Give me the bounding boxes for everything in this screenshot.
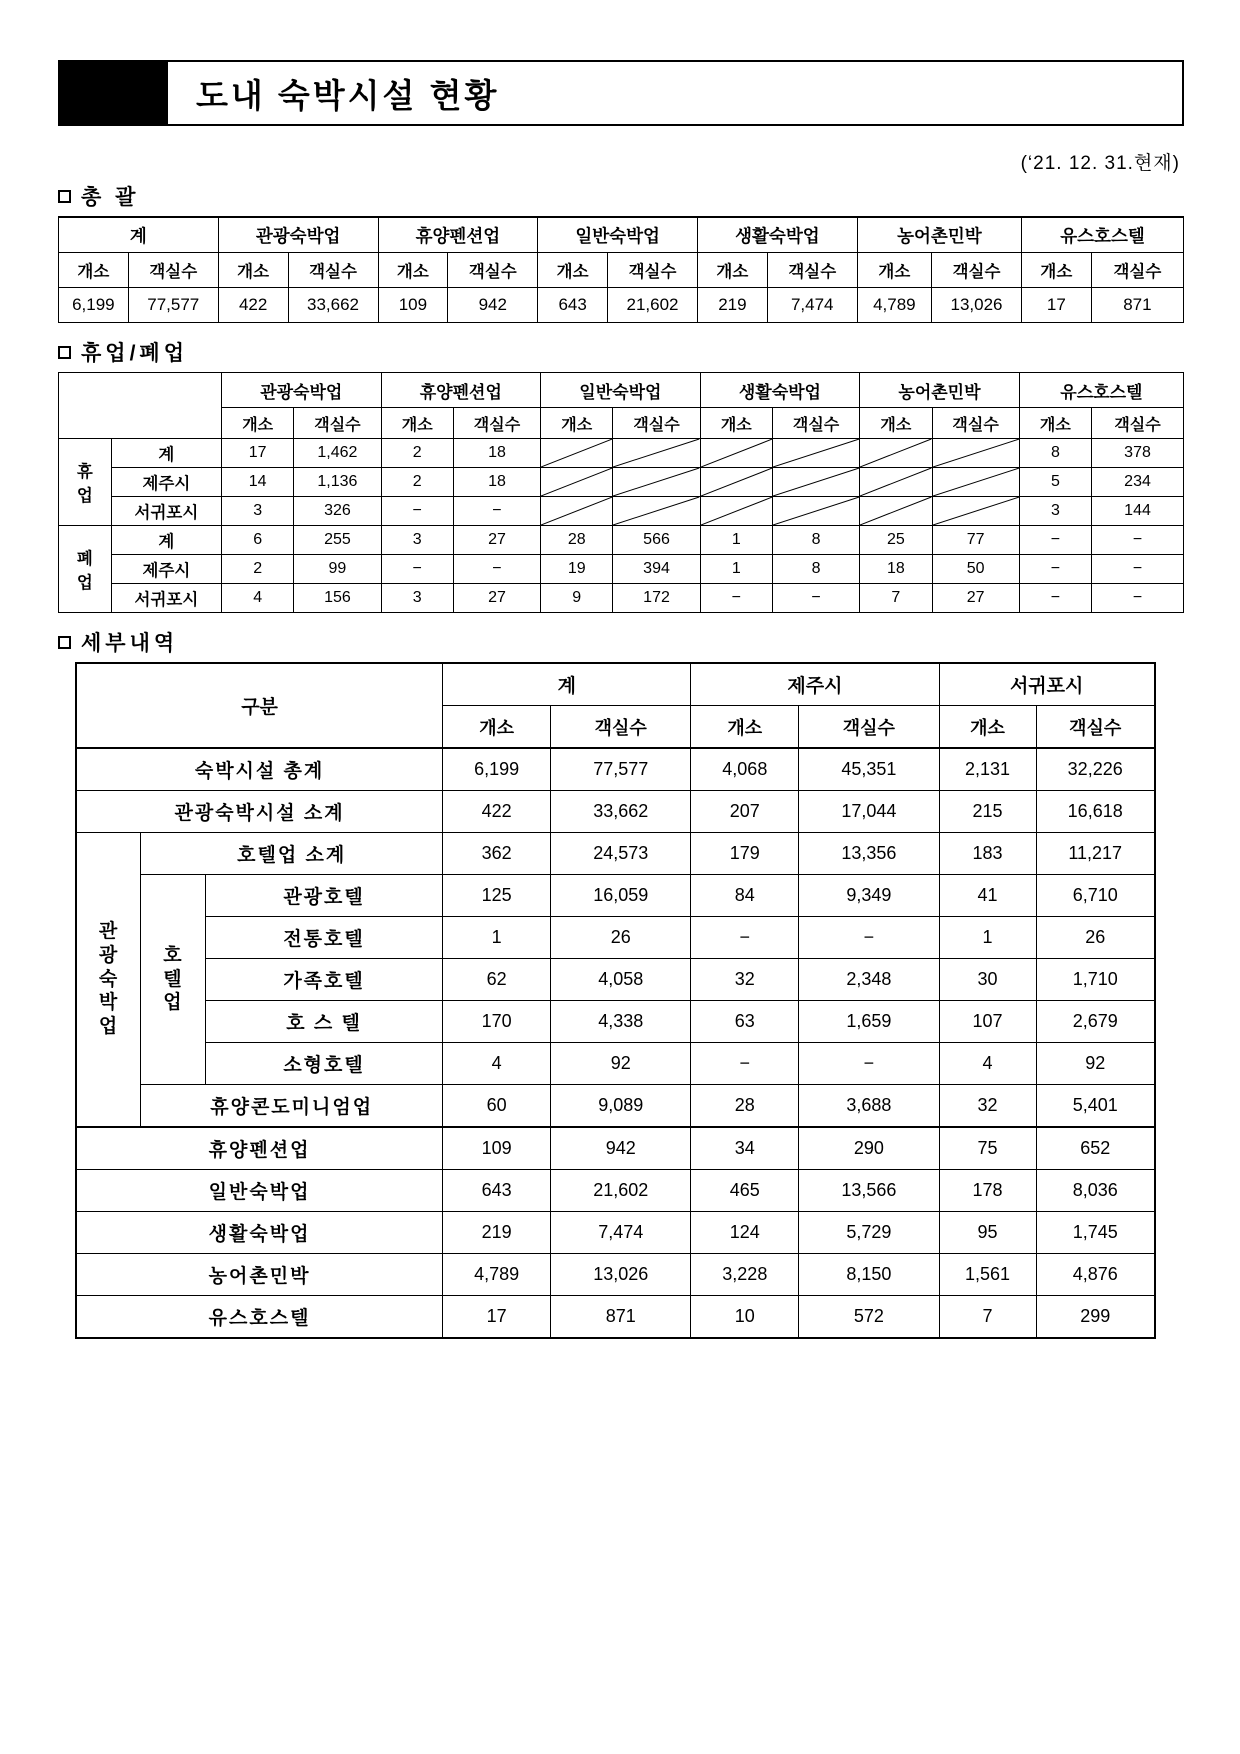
detail-cell: 290 — [799, 1127, 939, 1170]
closure-cell-empty — [860, 497, 932, 526]
closure-cell: 7 — [860, 584, 932, 613]
detail-cell: 465 — [691, 1170, 799, 1212]
asof-date: (‘21. 12. 31.현재) — [1020, 153, 1180, 174]
detail-cell: 4,068 — [691, 748, 799, 791]
detail-row-label: 전통호텔 — [205, 917, 442, 959]
detail-cell: 107 — [939, 1001, 1036, 1043]
detail-cell: 170 — [443, 1001, 551, 1043]
detail-cell: 62 — [443, 959, 551, 1001]
closure-cell: 2 — [222, 555, 294, 584]
closure-cell-empty — [932, 468, 1019, 497]
closure-cell: 17 — [222, 439, 294, 468]
document-title-bar — [58, 60, 1184, 126]
summary-value-3-0: 643 — [538, 288, 608, 323]
summary-sub-gaeso-0: 개소 — [59, 253, 129, 288]
detail-row-label: 유스호스텔 — [76, 1296, 443, 1339]
closure-col-rural: 농어촌민박 — [860, 373, 1020, 408]
detail-cell: 92 — [551, 1043, 691, 1085]
closure-cell-empty — [860, 439, 932, 468]
summary-sub-rooms-0: 객실수 — [128, 253, 218, 288]
title-box — [168, 60, 1184, 126]
closure-cell: − — [1092, 584, 1184, 613]
summary-table — [58, 216, 1184, 323]
detail-cell: 124 — [691, 1212, 799, 1254]
summary-sub-rooms-4: 객실수 — [767, 253, 857, 288]
detail-row-label-hotel-sub: 호텔업 소계 — [141, 833, 443, 875]
detail-cell: 24,573 — [551, 833, 691, 875]
detail-cell: 45,351 — [799, 748, 939, 791]
closure-col-living: 생활숙박업 — [700, 373, 860, 408]
detail-cell: 95 — [939, 1212, 1036, 1254]
detail-cell: 13,566 — [799, 1170, 939, 1212]
detail-vertical-label-tourism-text: 관 광 숙 박 업 — [98, 921, 119, 1038]
detail-cell: 26 — [551, 917, 691, 959]
summary-value-2-1: 942 — [448, 288, 538, 323]
detail-cell: − — [691, 1043, 799, 1085]
closure-cell: − — [772, 584, 859, 613]
detail-vertical-label-tourism — [76, 833, 141, 1128]
section-title-detail: 세부내역 — [81, 632, 179, 655]
detail-cell: − — [691, 917, 799, 959]
square-bullet-icon — [58, 346, 71, 359]
closure-cell: 25 — [860, 526, 932, 555]
closure-cell: − — [453, 555, 540, 584]
closure-sub-rooms-4: 객실수 — [932, 408, 1019, 439]
summary-sub-rooms-6: 객실수 — [1091, 253, 1183, 288]
closure-cell: 18 — [453, 468, 540, 497]
closure-cell: − — [700, 584, 772, 613]
detail-sub-rooms-2: 객실수 — [1036, 706, 1155, 749]
closure-cell: 1 — [700, 555, 772, 584]
section-heading-summary — [58, 181, 1184, 211]
summary-sub-rooms-3: 객실수 — [608, 253, 698, 288]
detail-cell: 4 — [939, 1043, 1036, 1085]
square-bullet-icon — [58, 636, 71, 649]
detail-cell: 572 — [799, 1296, 939, 1339]
closure-cell: 255 — [294, 526, 381, 555]
closure-row-label: 서귀포시 — [111, 584, 221, 613]
table-row — [59, 497, 1184, 526]
summary-value-6-1: 871 — [1091, 288, 1183, 323]
closure-sub-rooms-1: 객실수 — [453, 408, 540, 439]
detail-cell: 1 — [443, 917, 551, 959]
closure-cell: 14 — [222, 468, 294, 497]
detail-vertical-label-hotel-text: 호 텔 업 — [163, 944, 183, 1014]
summary-value-3-1: 21,602 — [608, 288, 698, 323]
closure-cell: 3 — [381, 584, 453, 613]
summary-value-0-1: 77,577 — [128, 288, 218, 323]
closure-sub-gaeso-2: 개소 — [541, 408, 613, 439]
detail-cell: 2,131 — [939, 748, 1036, 791]
detail-cell: − — [799, 1043, 939, 1085]
closure-col-tourism: 관광숙박업 — [222, 373, 382, 408]
detail-cell: 1,745 — [1036, 1212, 1155, 1254]
closure-cell: 3 — [1019, 497, 1091, 526]
closure-cell: − — [1092, 555, 1184, 584]
summary-value-0-0: 6,199 — [59, 288, 129, 323]
closure-sub-gaeso-0: 개소 — [222, 408, 294, 439]
summary-col-living: 생활숙박업 — [698, 217, 858, 253]
detail-cell: 207 — [691, 791, 799, 833]
closure-cell-empty — [772, 468, 859, 497]
closure-row-label: 제주시 — [111, 468, 221, 497]
closure-col-pension: 휴양펜션업 — [381, 373, 541, 408]
table-row — [59, 584, 1184, 613]
section-heading-detail — [58, 627, 1184, 657]
summary-value-4-0: 219 — [698, 288, 768, 323]
closure-sub-rooms-2: 객실수 — [613, 408, 700, 439]
closure-cell: 19 — [541, 555, 613, 584]
summary-sub-rooms-5: 객실수 — [932, 253, 1022, 288]
summary-subheader-row — [59, 253, 1184, 288]
section-heading-closure — [58, 337, 1184, 367]
table-row — [76, 748, 1155, 791]
detail-cell: 16,618 — [1036, 791, 1155, 833]
detail-cell: 9,349 — [799, 875, 939, 917]
closure-cell: 77 — [932, 526, 1019, 555]
closure-row-label: 서귀포시 — [111, 497, 221, 526]
detail-vertical-label-hotel — [141, 875, 206, 1085]
detail-cell: 17,044 — [799, 791, 939, 833]
closure-cell-empty — [700, 439, 772, 468]
closure-cell: 1 — [700, 526, 772, 555]
detail-cell: 2,348 — [799, 959, 939, 1001]
closure-sub-gaeso-5: 개소 — [1019, 408, 1091, 439]
summary-value-5-0: 4,789 — [857, 288, 931, 323]
table-row — [76, 875, 1155, 917]
table-row — [76, 1001, 1155, 1043]
detail-cell: 1,710 — [1036, 959, 1155, 1001]
detail-cell: 30 — [939, 959, 1036, 1001]
summary-sub-gaeso-1: 개소 — [218, 253, 288, 288]
table-row — [76, 959, 1155, 1001]
closure-cell: 50 — [932, 555, 1019, 584]
closure-row-label: 계 — [111, 526, 221, 555]
closure-cell: 8 — [772, 526, 859, 555]
closure-corner-cell — [59, 373, 222, 439]
detail-cell: 183 — [939, 833, 1036, 875]
summary-sub-gaeso-4: 개소 — [698, 253, 768, 288]
closure-cell-empty — [613, 468, 700, 497]
detail-cell: 1,561 — [939, 1254, 1036, 1296]
detail-cell: 13,356 — [799, 833, 939, 875]
closure-cell: 172 — [613, 584, 700, 613]
detail-cell: 34 — [691, 1127, 799, 1170]
detail-row-label: 휴양콘도미니엄업 — [141, 1085, 443, 1128]
detail-row-label: 농어촌민박 — [76, 1254, 443, 1296]
closure-cell-empty — [541, 497, 613, 526]
detail-row-label: 일반숙박업 — [76, 1170, 443, 1212]
summary-col-tourism: 관광숙박업 — [218, 217, 378, 253]
closure-cell: 378 — [1092, 439, 1184, 468]
closure-cell: 3 — [222, 497, 294, 526]
detail-cell: − — [799, 917, 939, 959]
detail-cell: 10 — [691, 1296, 799, 1339]
detail-cell: 3,228 — [691, 1254, 799, 1296]
summary-sub-rooms-1: 객실수 — [288, 253, 378, 288]
detail-cell: 63 — [691, 1001, 799, 1043]
detail-cell: 84 — [691, 875, 799, 917]
closure-group-suspend: 휴 업 — [59, 439, 112, 526]
closure-cell: 234 — [1092, 468, 1184, 497]
closure-cell: 27 — [453, 526, 540, 555]
summary-value-1-1: 33,662 — [288, 288, 378, 323]
summary-col-general: 일반숙박업 — [538, 217, 698, 253]
detail-cell: 33,662 — [551, 791, 691, 833]
closure-cell: 9 — [541, 584, 613, 613]
detail-cell: 17 — [443, 1296, 551, 1339]
detail-cell: 32,226 — [1036, 748, 1155, 791]
table-row — [76, 917, 1155, 959]
closure-col-youthhostel: 유스호스텔 — [1019, 373, 1183, 408]
detail-cell: 422 — [443, 791, 551, 833]
table-row — [59, 439, 1184, 468]
closure-cell: 1,462 — [294, 439, 381, 468]
table-row — [76, 1085, 1155, 1128]
detail-group-jeju: 제주시 — [691, 663, 939, 706]
detail-cell: 6,710 — [1036, 875, 1155, 917]
detail-cell: 362 — [443, 833, 551, 875]
detail-cell: 13,026 — [551, 1254, 691, 1296]
closure-sub-gaeso-4: 개소 — [860, 408, 932, 439]
detail-cell: 16,059 — [551, 875, 691, 917]
table-row — [76, 833, 1155, 875]
detail-cell: 178 — [939, 1170, 1036, 1212]
summary-col-rural: 농어촌민박 — [857, 217, 1021, 253]
closure-cell: 99 — [294, 555, 381, 584]
detail-cell: 8,150 — [799, 1254, 939, 1296]
closure-cell-empty — [613, 497, 700, 526]
summary-sub-gaeso-5: 개소 — [857, 253, 931, 288]
detail-cell: 6,199 — [443, 748, 551, 791]
detail-cell: 5,729 — [799, 1212, 939, 1254]
summary-sub-rooms-2: 객실수 — [448, 253, 538, 288]
closure-cell: − — [1019, 584, 1091, 613]
summary-value-row — [59, 288, 1184, 323]
closure-cell-empty — [541, 468, 613, 497]
closure-cell-empty — [541, 439, 613, 468]
detail-row-label: 생활숙박업 — [76, 1212, 443, 1254]
detail-group-seogwipo: 서귀포시 — [939, 663, 1155, 706]
detail-sub-gaeso-1: 개소 — [691, 706, 799, 749]
closure-cell: 5 — [1019, 468, 1091, 497]
closure-cell: 566 — [613, 526, 700, 555]
detail-row-label: 호 스 텔 — [205, 1001, 442, 1043]
closure-cell-empty — [700, 497, 772, 526]
closure-cell: 8 — [1019, 439, 1091, 468]
closure-row-label: 제주시 — [111, 555, 221, 584]
asof-row — [58, 148, 1180, 175]
detail-row-label: 소형호텔 — [205, 1043, 442, 1085]
detail-sub-gaeso-0: 개소 — [443, 706, 551, 749]
detail-header-row — [76, 663, 1155, 706]
summary-value-6-0: 17 — [1022, 288, 1092, 323]
closure-sub-rooms-3: 객실수 — [772, 408, 859, 439]
table-row — [76, 1043, 1155, 1085]
closure-cell: − — [381, 555, 453, 584]
closure-cell: 394 — [613, 555, 700, 584]
closure-cell: 27 — [453, 584, 540, 613]
detail-cell: 643 — [443, 1170, 551, 1212]
closure-sub-rooms-5: 객실수 — [1092, 408, 1184, 439]
summary-col-youthhostel: 유스호스텔 — [1022, 217, 1184, 253]
summary-sub-gaeso-6: 개소 — [1022, 253, 1092, 288]
table-row — [76, 1254, 1155, 1296]
closure-cell-empty — [772, 497, 859, 526]
closure-cell: − — [1019, 526, 1091, 555]
summary-value-2-0: 109 — [378, 288, 448, 323]
table-row — [76, 791, 1155, 833]
detail-cell: 4,338 — [551, 1001, 691, 1043]
detail-cell: 32 — [691, 959, 799, 1001]
section-title-summary: 총 괄 — [81, 186, 140, 209]
closure-sub-gaeso-1: 개소 — [381, 408, 453, 439]
detail-cell: 8,036 — [1036, 1170, 1155, 1212]
summary-value-5-1: 13,026 — [932, 288, 1022, 323]
closure-cell: 4 — [222, 584, 294, 613]
closure-group-close: 폐 업 — [59, 526, 112, 613]
summary-sub-gaeso-3: 개소 — [538, 253, 608, 288]
detail-cell: 942 — [551, 1127, 691, 1170]
summary-sub-gaeso-2: 개소 — [378, 253, 448, 288]
detail-cell: 299 — [1036, 1296, 1155, 1339]
detail-cell: 179 — [691, 833, 799, 875]
closure-cell: 144 — [1092, 497, 1184, 526]
detail-sub-rooms-1: 객실수 — [799, 706, 939, 749]
detail-table — [75, 662, 1156, 1339]
detail-cell: 41 — [939, 875, 1036, 917]
detail-cell: 125 — [443, 875, 551, 917]
detail-cell: 1 — [939, 917, 1036, 959]
section-title-closure: 휴업/폐업 — [81, 342, 188, 365]
closure-sub-gaeso-3: 개소 — [700, 408, 772, 439]
closure-cell: − — [1092, 526, 1184, 555]
closure-col-general: 일반숙박업 — [541, 373, 701, 408]
closure-cell-empty — [932, 497, 1019, 526]
detail-cell: 77,577 — [551, 748, 691, 791]
table-row — [59, 526, 1184, 555]
detail-cell: 28 — [691, 1085, 799, 1128]
detail-group-total: 계 — [443, 663, 691, 706]
square-bullet-icon — [58, 190, 71, 203]
closure-cell: 27 — [932, 584, 1019, 613]
detail-cell: 5,401 — [1036, 1085, 1155, 1128]
table-row — [59, 468, 1184, 497]
table-row — [76, 1127, 1155, 1170]
closure-cell-empty — [613, 439, 700, 468]
closure-subheader-row — [59, 408, 1184, 439]
detail-cell: 9,089 — [551, 1085, 691, 1128]
detail-cell: 7,474 — [551, 1212, 691, 1254]
closure-cell: 8 — [772, 555, 859, 584]
detail-header-gubun: 구분 — [76, 663, 443, 748]
closure-cell: 2 — [381, 468, 453, 497]
closure-sub-rooms-0: 객실수 — [294, 408, 381, 439]
table-row — [76, 1212, 1155, 1254]
detail-cell: 60 — [443, 1085, 551, 1128]
detail-cell: 92 — [1036, 1043, 1155, 1085]
title-black-block — [58, 60, 168, 126]
detail-sub-gaeso-2: 개소 — [939, 706, 1036, 749]
detail-cell: 4,876 — [1036, 1254, 1155, 1296]
closure-row-label: 계 — [111, 439, 221, 468]
detail-cell: 21,602 — [551, 1170, 691, 1212]
detail-cell: 2,679 — [1036, 1001, 1155, 1043]
closure-cell: 1,136 — [294, 468, 381, 497]
detail-row-label-total: 숙박시설 총계 — [76, 748, 443, 791]
detail-cell: 75 — [939, 1127, 1036, 1170]
detail-cell: 26 — [1036, 917, 1155, 959]
closure-table — [58, 372, 1184, 613]
closure-cell-empty — [772, 439, 859, 468]
closure-header-row — [59, 373, 1184, 408]
detail-sub-rooms-0: 객실수 — [551, 706, 691, 749]
summary-header-row — [59, 217, 1184, 253]
summary-col-total: 계 — [59, 217, 219, 253]
detail-cell: 3,688 — [799, 1085, 939, 1128]
closure-cell: 6 — [222, 526, 294, 555]
closure-cell: 18 — [860, 555, 932, 584]
closure-cell: 156 — [294, 584, 381, 613]
detail-row-label: 관광호텔 — [205, 875, 442, 917]
detail-cell: 11,217 — [1036, 833, 1155, 875]
detail-cell: 32 — [939, 1085, 1036, 1128]
detail-cell: 652 — [1036, 1127, 1155, 1170]
closure-cell-empty — [700, 468, 772, 497]
closure-cell: 28 — [541, 526, 613, 555]
closure-cell: 326 — [294, 497, 381, 526]
detail-cell: 7 — [939, 1296, 1036, 1339]
detail-cell: 219 — [443, 1212, 551, 1254]
detail-cell: 871 — [551, 1296, 691, 1339]
table-row — [76, 1296, 1155, 1339]
detail-cell: 4,789 — [443, 1254, 551, 1296]
detail-cell: 109 — [443, 1127, 551, 1170]
closure-cell-empty — [932, 439, 1019, 468]
detail-row-label-tourism-sub: 관광숙박시설 소계 — [76, 791, 443, 833]
closure-cell: − — [381, 497, 453, 526]
table-row — [59, 555, 1184, 584]
closure-cell-empty — [860, 468, 932, 497]
closure-cell: 2 — [381, 439, 453, 468]
summary-value-4-1: 7,474 — [767, 288, 857, 323]
page-title: 도내 숙박시설 현황 — [196, 76, 500, 114]
summary-col-pension: 휴양펜션업 — [378, 217, 538, 253]
closure-cell: − — [453, 497, 540, 526]
closure-cell: − — [1019, 555, 1091, 584]
table-row — [76, 1170, 1155, 1212]
closure-cell: 3 — [381, 526, 453, 555]
detail-cell: 4,058 — [551, 959, 691, 1001]
detail-cell: 215 — [939, 791, 1036, 833]
closure-cell: 18 — [453, 439, 540, 468]
summary-value-1-0: 422 — [218, 288, 288, 323]
detail-row-label: 휴양펜션업 — [76, 1127, 443, 1170]
detail-cell: 1,659 — [799, 1001, 939, 1043]
detail-cell: 4 — [443, 1043, 551, 1085]
detail-row-label: 가족호텔 — [205, 959, 442, 1001]
